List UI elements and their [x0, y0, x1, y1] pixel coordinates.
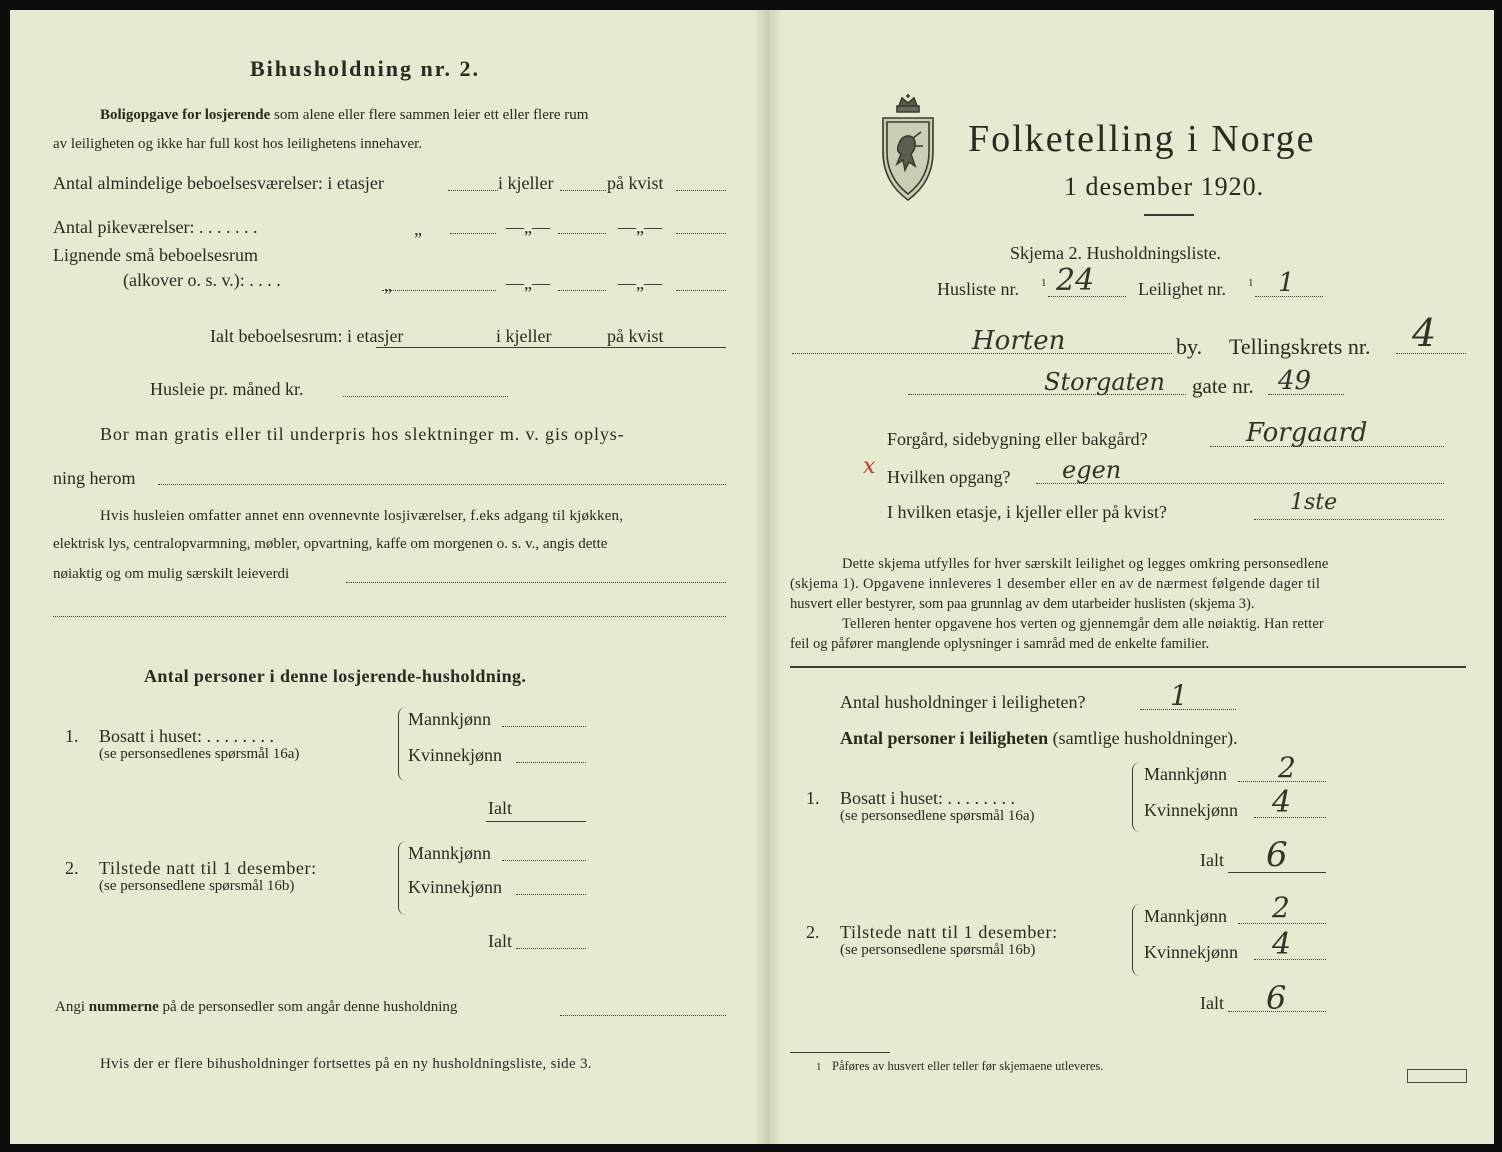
left-q2-mann-line — [502, 860, 586, 861]
etasje-label: I hvilken etasje, i kjeller eller på kvist? — [887, 502, 1167, 522]
krets-label: Tellingskrets nr. — [1229, 334, 1371, 359]
right-q1-kvinne-value: 4 — [1272, 785, 1292, 820]
right-q2-mann-line — [1238, 923, 1326, 924]
right-q1-kvinne-line — [1254, 817, 1326, 818]
pike-ditto-2: —„— — [506, 217, 550, 237]
ialt-kjeller-label: i kjeller — [496, 326, 552, 346]
ialt-rooms-label: Ialt beboelsesrum: i etasjer — [210, 326, 404, 346]
gratis-line-2: ning herom — [53, 468, 136, 488]
right-q2-ialt-value: 6 — [1266, 979, 1287, 1017]
angi-rest: på de personsedler som angår denne husholdning — [162, 999, 458, 1015]
left-q1-ref: (se personsedlenes spørsmål 16a) — [99, 746, 300, 762]
skjema-label: Skjema 2. Husholdningsliste. — [1010, 243, 1221, 263]
alkover-label: (alkover o. s. v.): . . . . — [123, 270, 281, 290]
alkover-line-1 — [382, 290, 496, 291]
krets-value: 4 — [1412, 311, 1437, 355]
left-q2-kvinne-line — [516, 894, 586, 895]
left-q1-label: Bosatt i huset: . . . . . . . . — [99, 726, 274, 746]
left-q2-label: Tilstede natt til 1 desember: — [99, 858, 317, 878]
right-q1-number: 1. — [806, 788, 820, 808]
by-value: Horten — [972, 326, 1066, 356]
forgaard-line — [1210, 446, 1444, 447]
right-q2-ref: (se personsedlene spørsmål 16b) — [840, 942, 1036, 958]
extra-line-1 — [346, 582, 726, 583]
left-q1-number: 1. — [65, 726, 79, 746]
opgang-value: egen — [1062, 456, 1122, 484]
extra-text-3: nøiaktig og om mulig særskilt leieverdi — [53, 566, 290, 582]
right-q2-mann-label: Mannkjønn — [1144, 906, 1227, 926]
households-line — [1140, 709, 1236, 710]
left-persons-heading: Antal personer i denne losjerende-husholdning. — [144, 666, 527, 686]
right-q2-label: Tilstede natt til 1 desember: — [840, 922, 1058, 942]
alkover-line-2 — [558, 290, 606, 291]
right-q1-mann-value: 2 — [1278, 751, 1296, 784]
rooms-kjeller-line — [560, 190, 606, 191]
right-persons-heading — [840, 729, 1238, 747]
instructions-block — [790, 554, 1466, 654]
husliste-value: 24 — [1056, 263, 1095, 298]
left-q2-mann-label: Mannkjønn — [408, 843, 491, 863]
right-q1-label: Bosatt i huset: . . . . . . . . — [840, 788, 1015, 808]
leilighet-value: 1 — [1278, 268, 1295, 298]
left-q1-mann-label: Mannkjønn — [408, 709, 491, 729]
left-q2-kvinne-label: Kvinnekjønn — [408, 877, 502, 897]
rooms-etasjer-line — [448, 190, 498, 191]
left-q1-kvinne-label: Kvinnekjønn — [408, 745, 502, 765]
husleie-line — [343, 396, 508, 397]
etasje-value: 1ste — [1290, 490, 1338, 515]
instructions-line-4: Telleren henter opgavene hos verten og gjennemgår dem alle nøiaktig. Han retter — [842, 616, 1324, 632]
right-q2-kvinne-line — [1254, 959, 1326, 960]
gratis-line — [158, 484, 726, 485]
right-q2-kvinne-value: 4 — [1272, 927, 1292, 962]
opgang-label: Hvilken opgang? — [887, 467, 1011, 487]
right-q1-kvinne-label: Kvinnekjønn — [1144, 800, 1238, 820]
left-q1-mann-line — [502, 726, 586, 727]
right-q2-brace — [1132, 904, 1141, 976]
right-q2-ialt-line — [1228, 1011, 1326, 1012]
right-q1-brace — [1132, 762, 1141, 832]
husliste-line — [1048, 296, 1126, 297]
rooms-kvist-line — [676, 190, 726, 191]
alkover-line-3 — [676, 290, 726, 291]
angi-bold: nummerne — [88, 999, 159, 1015]
angi-text — [55, 1000, 457, 1015]
left-title: Bihusholdning nr. 2. — [250, 56, 480, 81]
gate-nr-line — [1268, 394, 1344, 395]
footnote-number: 1 — [816, 1061, 822, 1073]
right-persons-heading-rest: (samtlige husholdninger). — [1052, 728, 1238, 748]
left-q2-brace — [398, 841, 407, 915]
right-q1-ialt-label: Ialt — [1200, 850, 1224, 870]
forgaard-value: Forgaard — [1246, 418, 1368, 448]
intro-line-2: av leiligheten og ikke har full kost hos leilighetens innehaver. — [53, 136, 423, 152]
right-q2-number: 2. — [806, 922, 820, 942]
right-q1-mann-label: Mannkjønn — [1144, 764, 1227, 784]
angi-pre: Angi — [55, 999, 85, 1015]
pike-line-1 — [450, 233, 496, 234]
rooms-kvist-label: på kvist — [607, 173, 664, 193]
alkover-ditto: „ — [384, 275, 392, 295]
alkover-ditto-3: —„— — [618, 273, 662, 293]
husliste-footnote-mark: 1 — [1041, 277, 1047, 289]
krets-line — [1396, 353, 1466, 354]
census-form-sheet — [10, 10, 1494, 1144]
pike-label: Antal pikeværelser: . . . . . . . — [53, 217, 258, 237]
right-q1-ialt-value: 6 — [1266, 835, 1288, 875]
gratis-line-1: Bor man gratis eller til underpris hos slektninger m. v. gis oplys- — [100, 424, 625, 444]
right-q2-ialt-label: Ialt — [1200, 993, 1224, 1013]
intro-line-1 — [100, 108, 588, 123]
left-q1-ialt-label: Ialt — [488, 798, 512, 818]
footnote-text: Påføres av husvert eller teller før skjemaene utleveres. — [832, 1059, 1104, 1073]
right-q1-ref: (se personsedlene spørsmål 16a) — [840, 808, 1035, 824]
left-q2-ref: (se personsedlene spørsmål 16b) — [99, 878, 295, 894]
leilighet-footnote-mark: 1 — [1248, 277, 1254, 289]
norwegian-coat-of-arms-icon — [877, 92, 939, 204]
left-q1-kvinne-line — [516, 762, 586, 763]
gate-value: Storgaten — [1044, 368, 1165, 396]
intro-bold: Boligopgave for losjerende — [100, 107, 271, 123]
opgang-line — [1036, 483, 1444, 484]
by-label: by. — [1176, 334, 1203, 359]
extra-text-1: Hvis husleien omfatter annet enn ovennevnte losjiværelser, f.eks adgang til kjøkken, — [100, 508, 624, 524]
right-q1-ialt-line — [1228, 872, 1326, 873]
right-q2-mann-value: 2 — [1272, 891, 1290, 924]
left-q2-number: 2. — [65, 858, 79, 878]
page-fold — [755, 10, 781, 1144]
gate-line — [908, 394, 1186, 395]
ialt-kvist-label: på kvist — [607, 326, 664, 346]
instructions-line-5: feil og påfører manglende oplysninger i samråd med de enkelte familier. — [790, 636, 1210, 652]
right-title: Folketelling i Norge — [968, 118, 1316, 160]
intro-rest: som alene eller flere sammen leier ett eller flere rum — [274, 107, 589, 123]
printer-stamp — [1407, 1069, 1467, 1083]
instructions-line-3: husvert eller bestyrer, som paa grunnlag av dem utarbeider huslisten (skjema 3). — [790, 596, 1255, 612]
census-date: 1 desember 1920. — [1064, 172, 1265, 201]
extra-line-2 — [53, 616, 726, 617]
households-value: 1 — [1170, 679, 1188, 712]
forgaard-label: Forgård, sidebygning eller bakgård? — [887, 429, 1148, 449]
households-label: Antal husholdninger i leiligheten? — [840, 692, 1086, 712]
pike-line-2 — [558, 233, 606, 234]
opgang-red-mark: x — [863, 454, 876, 479]
left-footer: Hvis der er flere bihusholdninger fortsettes på en ny husholdningsliste, side 3. — [100, 1056, 592, 1072]
gate-nr-value: 49 — [1278, 366, 1312, 396]
ialt-rooms-rule — [376, 347, 726, 348]
rooms-label: Antal almindelige beboelsesværelser: i etasjer — [53, 173, 384, 193]
rooms-kjeller-label: i kjeller — [498, 173, 554, 193]
right-q1-mann-line — [1238, 781, 1326, 782]
right-q2-kvinne-label: Kvinnekjønn — [1144, 942, 1238, 962]
left-q2-ialt-label: Ialt — [488, 931, 512, 951]
husleie-label: Husleie pr. måned kr. — [150, 379, 304, 399]
etasje-line — [1254, 519, 1444, 520]
leilighet-label: Leilighet nr. — [1138, 279, 1226, 299]
left-q1-brace — [398, 707, 407, 781]
title-rule — [1144, 214, 1194, 216]
instructions-line-1: Dette skjema utfylles for hver særskilt leilighet og legges omkring personsedlene — [842, 556, 1329, 572]
angi-line — [560, 1015, 726, 1016]
lignende-label: Lignende små beboelsesrum — [53, 245, 258, 265]
pike-line-3 — [676, 233, 726, 234]
right-persons-heading-bold: Antal personer i leiligheten — [840, 728, 1049, 748]
left-q1-ialt-line — [486, 821, 586, 822]
husliste-label: Husliste nr. — [937, 279, 1020, 299]
gate-label: gate nr. — [1192, 374, 1254, 398]
by-line — [792, 353, 1172, 354]
extra-text-2: elektrisk lys, centralopvarmning, møbler, opvartning, kaffe om morgenen o. s. v., angis dette — [53, 536, 608, 552]
instructions-rule — [790, 666, 1466, 668]
left-q2-ialt-line — [516, 948, 586, 949]
leilighet-line — [1255, 296, 1323, 297]
alkover-ditto-2: —„— — [506, 273, 550, 293]
pike-ditto-3: —„— — [618, 217, 662, 237]
footnote-rule — [790, 1052, 890, 1053]
instructions-line-2: (skjema 1). Opgavene innleveres 1 desember eller en av de nærmest følgende dager til — [790, 576, 1321, 592]
pike-ditto: „ — [414, 219, 422, 239]
